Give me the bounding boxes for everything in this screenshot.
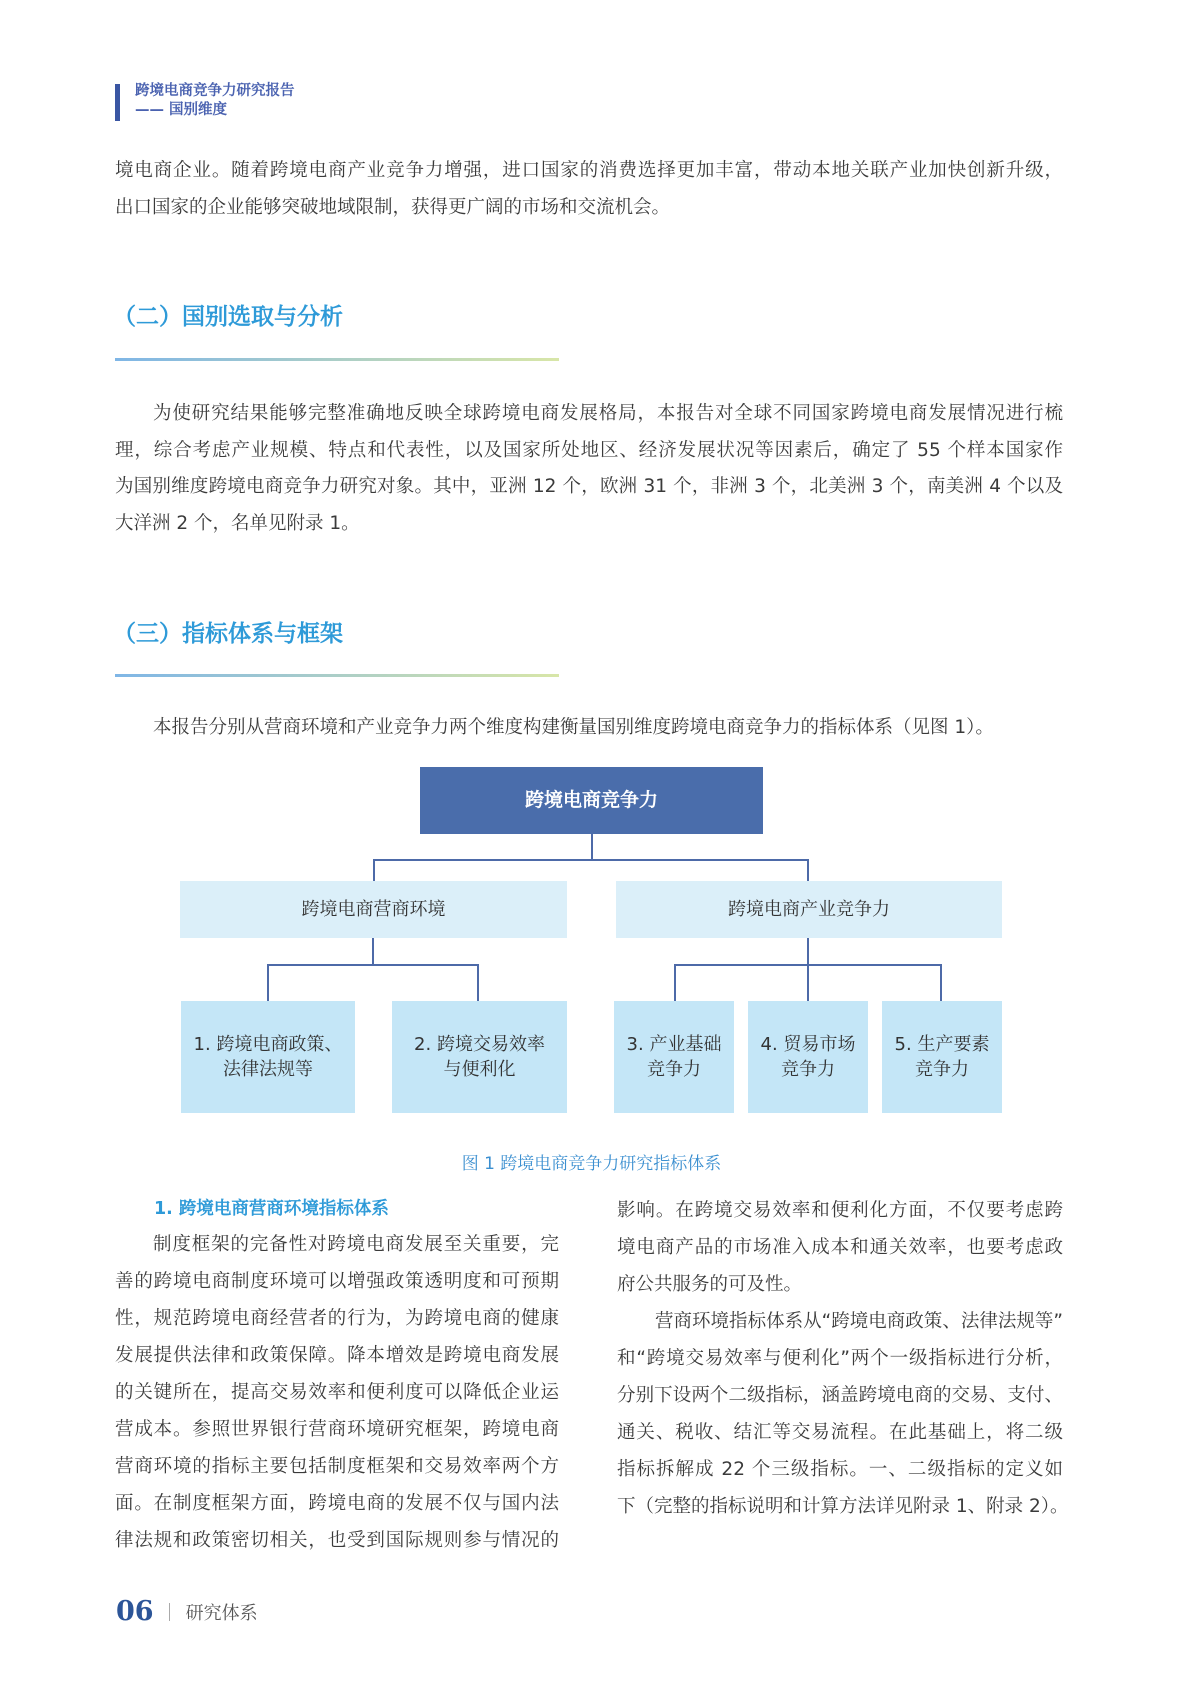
text-line: 律法规和政策密切相关，也受到国际规则参与情况的: [115, 1530, 559, 1551]
section3-paragraph: [153, 710, 1063, 747]
connector: [373, 859, 809, 861]
connector: [267, 964, 269, 1001]
leaf-text: 竞争力: [647, 1059, 701, 1080]
text-line: 下（完整的指标说明和计算方法详见附录 1、附录 2）。: [617, 1496, 1069, 1517]
leaf-text: 法律法规等: [223, 1059, 313, 1080]
leaf-text: 2. 跨境交易效率: [414, 1034, 545, 1055]
text-line: 发展提供法律和政策保障。降本增效是跨境电商发展: [115, 1345, 559, 1366]
connector: [674, 964, 676, 1001]
heading-rule: [115, 358, 559, 361]
text-line: 出口国家的企业能够突破地域限制，获得更广阔的市场和交流机会。: [115, 196, 671, 218]
text-line: 境电商产品的市场准入成本和通关效率，也要考虑政: [617, 1237, 1063, 1258]
intro-paragraph: [115, 153, 1063, 226]
diagram-leaf-3: [614, 1001, 734, 1113]
text-line: 分别下设两个二级指标，涵盖跨境电商的交易、支付、: [617, 1385, 1063, 1406]
leaf-text: 3. 产业基础: [626, 1034, 722, 1055]
connector: [674, 964, 942, 966]
text-line: 制度框架的完备性对跨境电商发展至关重要，完: [153, 1234, 559, 1255]
right-column-paragraph: [617, 1192, 1069, 1525]
connector: [807, 938, 809, 1001]
leaf-text: 与便利化: [443, 1059, 516, 1080]
text-line: 影响。在跨境交易效率和便利化方面，不仅要考虑跨: [617, 1200, 1063, 1221]
connector: [373, 859, 375, 881]
leaf-text: 竞争力: [781, 1059, 835, 1080]
section2-paragraph: [115, 396, 1063, 542]
connector: [372, 938, 374, 965]
left-column-paragraph: [115, 1226, 559, 1559]
running-header: [135, 82, 295, 120]
text-line: 面。在制度框架方面，跨境电商的发展不仅与国内法: [115, 1493, 559, 1514]
diagram-leaf-4: [748, 1001, 868, 1113]
header-accent-bar: [115, 84, 120, 121]
diagram-leaf-5: [882, 1001, 1002, 1113]
leaf-text: 5. 生产要素: [894, 1034, 990, 1055]
figure-caption: 图 1 跨境电商竞争力研究指标体系: [461, 1154, 722, 1174]
connector: [477, 964, 479, 1001]
diagram-leaf-1: [181, 1001, 355, 1113]
subsection-heading: 1. 跨境电商营商环境指标体系: [154, 1199, 389, 1219]
leaf-text: 竞争力: [915, 1059, 969, 1080]
text-line: 和“跨境交易效率与便利化”两个一级指标进行分析，: [617, 1348, 1063, 1369]
text-line: 通关、税收、结汇等交易流程。在此基础上，将二级: [617, 1422, 1063, 1443]
text-line: 境电商企业。随着跨境电商产业竞争力增强，进口国家的消费选择更加丰富，带动本地关联产业加快创新升级，: [115, 160, 1063, 181]
leaf-text: 1. 跨境电商政策、: [193, 1034, 343, 1055]
text-line: 营商环境指标体系从“跨境电商政策、法律法规等”: [655, 1311, 1063, 1332]
text-line: 本报告分别从营商环境和产业竞争力两个维度构建衡量国别维度跨境电商竞争力的指标体系（见图 1）。: [153, 717, 994, 738]
text-line: 善的跨境电商制度环境可以增强政策透明度和可预期: [115, 1271, 559, 1292]
leaf-text: 4. 贸易市场: [760, 1034, 856, 1055]
connector: [807, 859, 809, 881]
diagram-leaf-2: [392, 1001, 567, 1113]
footer-divider: [169, 1603, 170, 1621]
diagram-node-industry-comp: 跨境电商产业竞争力: [616, 881, 1002, 938]
text-line: 为国别维度跨境电商竞争力研究对象。其中，亚洲 12 个，欧洲 31 个，非洲 3 个，北美洲 3 个，南美洲 4 个以及: [115, 476, 1063, 497]
heading-rule: [115, 674, 559, 677]
text-line: 指标拆解成 22 个三级指标。一、二级指标的定义如: [617, 1459, 1063, 1480]
section-heading-2: （二）国别选取与分析: [113, 304, 343, 330]
text-line: 为使研究结果能够完整准确地反映全球跨境电商发展格局，本报告对全球不同国家跨境电商发展情况进行梳: [153, 403, 1063, 424]
page-footer: [116, 1596, 258, 1627]
footer-section-name: 研究体系: [185, 1602, 258, 1624]
diagram-root-node: 跨境电商竞争力: [420, 767, 763, 834]
section-heading-3: （三）指标体系与框架: [113, 621, 343, 647]
text-line: 性，规范跨境电商经营者的行为，为跨境电商的健康: [115, 1308, 559, 1329]
text-line: 大洋洲 2 个，名单见附录 1。: [115, 512, 360, 534]
page-number: 06: [116, 1596, 154, 1627]
text-line: 营商环境的指标主要包括制度框架和交易效率两个方: [115, 1456, 559, 1477]
text-line: 的关键所在，提高交易效率和便利度可以降低企业运: [115, 1382, 559, 1403]
report-subtitle: —— 国别维度: [135, 102, 228, 118]
diagram-node-business-env: 跨境电商营商环境: [180, 881, 567, 938]
text-line: 府公共服务的可及性。: [617, 1274, 803, 1295]
report-title: 跨境电商竞争力研究报告: [135, 83, 295, 99]
connector: [940, 964, 942, 1001]
text-line: 营成本。参照世界银行营商环境研究框架，跨境电商: [115, 1419, 559, 1440]
connector: [591, 834, 593, 860]
connector: [267, 964, 479, 966]
text-line: 理，综合考虑产业规模、特点和代表性，以及国家所处地区、经济发展状况等因素后，确定了 55 个样本国家作: [115, 439, 1063, 461]
